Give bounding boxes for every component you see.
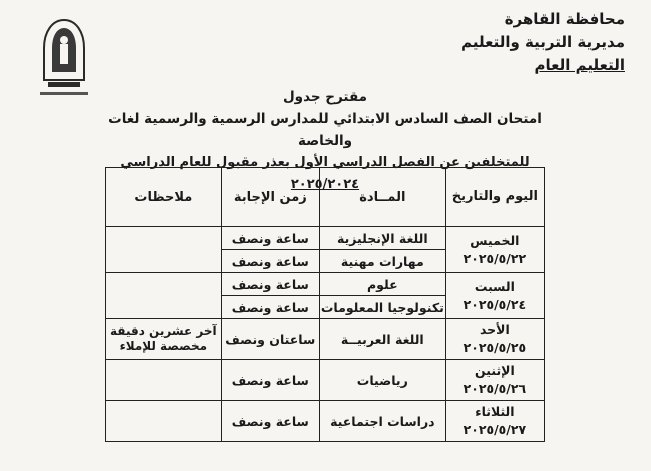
subject-cell: اللغة العربيــة (319, 319, 445, 360)
day-name: الخميس (470, 232, 520, 248)
ministry-logo-icon (30, 14, 98, 100)
subject-cell: دراسات اجتماعية (319, 401, 445, 442)
time-cell: ساعة ونصف (221, 296, 319, 319)
table-header-row (106, 168, 545, 227)
day-date: ٢٠٢٥/٥/٢٧ (463, 422, 527, 437)
day-cell (445, 227, 544, 273)
header-time: زمن الإجابة (221, 168, 319, 227)
table-row (106, 273, 545, 296)
day-cell (445, 360, 544, 401)
header-subject: المــادة (319, 168, 445, 227)
time-cell: ساعة ونصف (221, 250, 319, 273)
day-name: الثلاثاء (475, 404, 515, 419)
subject-cell: مهارات مهنية (319, 250, 445, 273)
subject-cell: اللغة الإنجليزية (319, 227, 445, 250)
department-label: التعليم العام (534, 56, 625, 74)
table-row (106, 401, 545, 442)
day-date: ٢٠٢٥/٥/٢٦ (463, 381, 527, 396)
table-row (106, 360, 545, 401)
time-cell: ساعة ونصف (221, 227, 319, 250)
day-date: ٢٠٢٥/٥/٢٤ (463, 296, 527, 312)
notes-cell (106, 360, 222, 401)
header-authority (425, 8, 625, 77)
day-cell (445, 319, 544, 360)
day-date: ٢٠٢٥/٥/٢٢ (463, 250, 527, 266)
day-cell (445, 401, 544, 442)
notes-cell (106, 273, 222, 319)
header-day: اليوم والتاريخ (445, 168, 544, 227)
day-cell (445, 273, 544, 319)
time-cell: ساعتان ونصف (221, 319, 319, 360)
title-line-1: مقترح جدول (282, 89, 368, 105)
day-name: السبت (474, 278, 515, 294)
subject-cell: علوم (319, 273, 445, 296)
directorate-label: مديرية التربية والتعليم (461, 33, 625, 51)
title-line-3: للمتخلفين عن الفصل الدراسي الأول بعذر مقبول للعام الدراسي ٢٠٢٥/٢٠٢٤ (120, 155, 530, 192)
day-name: الأحد (479, 322, 510, 337)
time-cell: ساعة ونصف (221, 360, 319, 401)
time-cell: ساعة ونصف (221, 273, 319, 296)
header-notes: ملاحظات (106, 168, 222, 227)
subject-cell: رياضيات (319, 360, 445, 401)
notes-cell (106, 401, 222, 442)
time-cell: ساعة ونصف (221, 401, 319, 442)
table-row (106, 319, 545, 360)
day-name: الإثنين (475, 363, 515, 378)
title-line-2: امتحان الصف السادس الابتدائي للمدارس الرسمية والرسمية لغات والخاصة (108, 111, 542, 149)
governorate-label: محافظة القاهرة (504, 10, 625, 28)
table-row (106, 227, 545, 250)
subject-cell: تكنولوجيا المعلومات (319, 296, 445, 319)
day-date: ٢٠٢٥/٥/٢٥ (463, 340, 527, 355)
exam-schedule-table (105, 167, 545, 442)
notes-cell (106, 227, 222, 273)
notes-cell: آخر عشرين دقيقة مخصصة للإملاء (106, 319, 222, 360)
